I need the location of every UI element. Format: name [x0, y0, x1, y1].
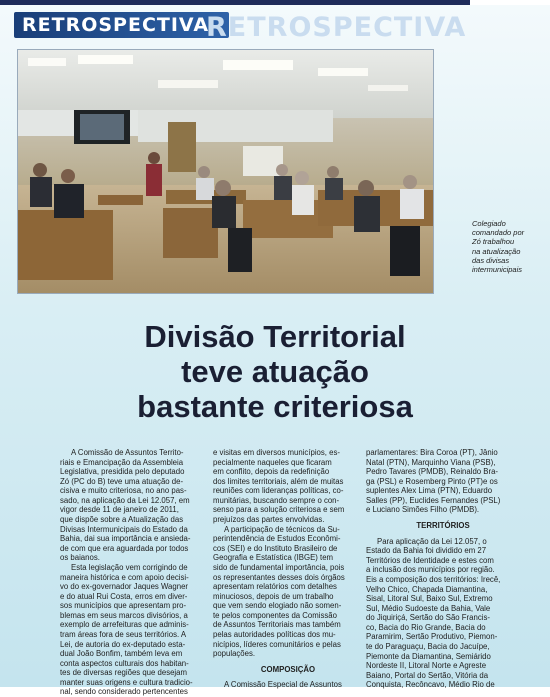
- article-headline: Divisão Territorial teve atuação bastante criteriosa: [137, 319, 413, 424]
- article-column-2: e visitas em diversos municípios, es- pecialmente naqueles que ficaram em conflito, depois da redefinição dos limites territoriais, além de muitas reuniões com lideranças políticas, co- munitárias, buscando sempre o con- senso para a solução criteriosa e sem prejuízos das partes envolvidas. A participação de técnicos da Su- perintendência de Estudos Econômi- cos (SEI) e do Instituto Brasileiro de Geografia e Estatística (IBGE) tem sido de fundamental importância, pois os representantes desses dois órgãos apresentam relatórios com detalhes minuciosos, depois de um trabalho que vem sendo elogiado não somen- te pelos componentes da Comissão de Assuntos Territoriais mas também pelas autoridades políticas dos mu- nicípios, líderes comunitários e pelas populações. COMPOSIÇÃO A Comissão Especial de Assuntos: [213, 448, 363, 690]
- meeting-photo: [17, 49, 434, 294]
- article-column-3: parlamentares: Bira Coroa (PT), Jânio Natal (PTN), Marquinho Viana (PSB), Pedro Tavares (PMDB), Reinaldo Bra- ga (PSL) e Rosemberg Pinto (PT)e os suplentes Alex Lima (PTN), Eduardo Salles (PP), Euclides Fernandes (PSL) e Luciano Simões Filho (PMDB). TERRITÓRIOS Para aplicação da Lei 12.057, o Estado da Bahia foi dividido em 27 Territórios de Identidade e estes com a inclusão dos municípios por região. Eis a composição dos territórios: Irecê, Velho Chico, Chapada Diamantina, Sisal, Litoral Sul, Baixo Sul, Extremo Sul, Médio Sudoeste da Bahia, Vale do Jiquiriçá, Sertão do São Francis- co, Bacia do Rio Grande, Bacia do Paramirim, Sertão Produtivo, Piemon- te do Paraguaçu, Bacia do Jacuípe, Piemonte da Diamantina, Semiárido Nordeste II, Litoral Norte e Agreste Baiano, Portal do Sertão, Vitória da Conquista, Recôncavo, Médio Rio de: [366, 448, 520, 690]
- section-title: RETROSPECTIVA: [22, 14, 210, 36]
- top-rule: [0, 0, 550, 5]
- article-column-1: A Comissão de Assuntos Territo- riais e Emancipação da Assembleia Legislativa, presidida pelo deputado Zó (PC do B) teve uma atuação de- cisiva e muito criteriosa, no ano pas- sado, na aplicação da Lei 12.057, em vigor desde 11 de janeiro de 2011, que dispõe sobre a Atualização das Divisas Intermunicipais do Estado da Bahia, dai sua importância e ansieda- de com que era aguardada por todos os baianos. Esta legislação vem corrigindo de maneira histórica e com apoio decisi- vo do ex-governador Jaques Wagner e do atual Rui Costa, erros em diver- sos municípios que apresentam pro- blemas em seus marcos divisórios, a exemplo de arrefeituras que adminis- tram áreas fora de seus territórios. A Lei, de autoria do ex-deputado esta- dual João Bonfim, também leva em conta aspectos culturais dos habitan- tes de diversas regiões que desejam manter suas origens e cultura tradicio- nal, sendo considerado pertencentes: [60, 448, 193, 697]
- subhead-territorios: TERRITÓRIOS: [416, 521, 470, 531]
- section-header: [14, 12, 538, 42]
- photo-caption: Colegiado comandado por Zó trabalhou na atualização das divisas intermunicipais: [472, 219, 525, 275]
- section-title-echo: RETROSPECTIVA: [206, 12, 467, 43]
- subhead-composicao: COMPOSIÇÃO: [260, 664, 316, 674]
- meeting-room-illustration: [18, 50, 433, 293]
